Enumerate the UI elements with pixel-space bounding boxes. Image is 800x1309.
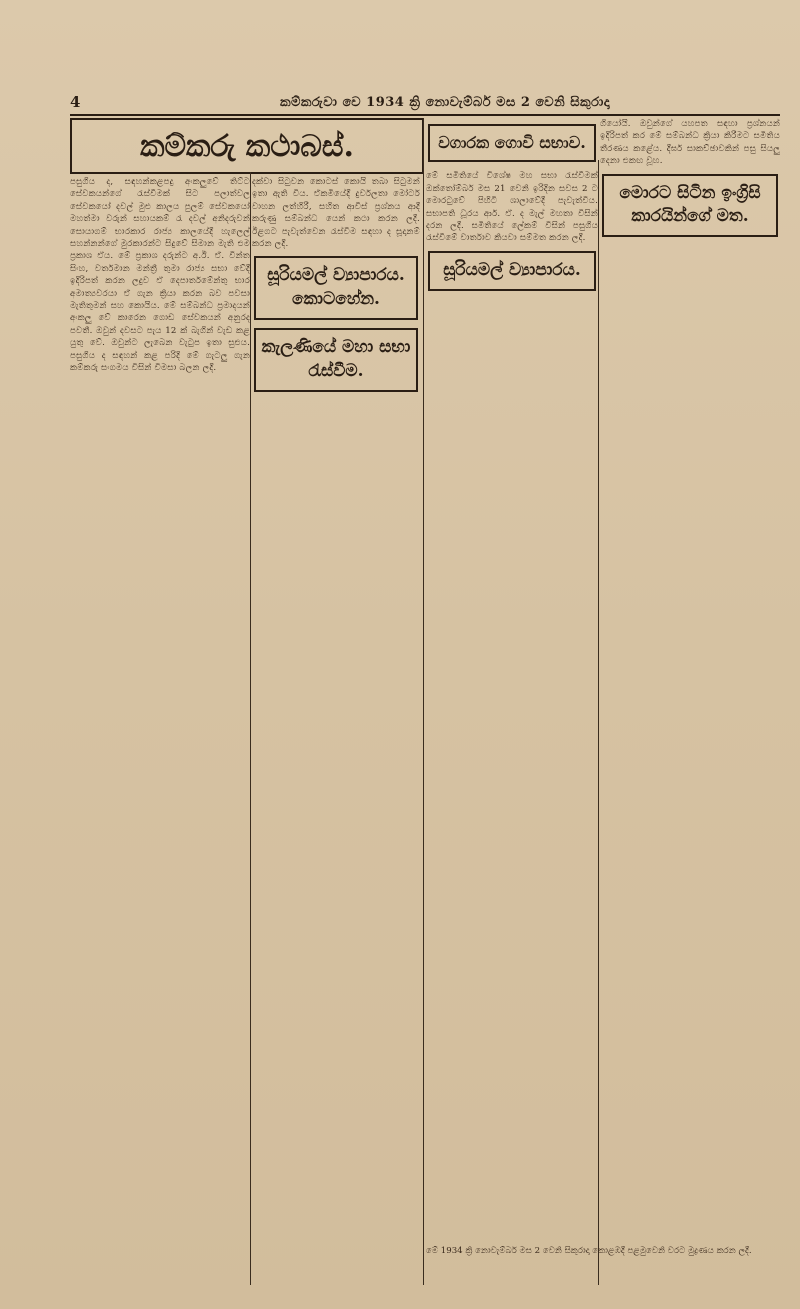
page-number: 4 <box>70 93 81 111</box>
masthead-title: කම්කරු කථාබස්. <box>70 118 424 174</box>
article-title: කැලණියේ මහා සභා රැස්වීම. <box>254 328 418 392</box>
article-body: මේ සමිතියේ විශේෂ මහ සභා රැස්වීමක් ඔක්තෝම්බර් මස 21 වෙනි ඉරිදින සවස 2 ට මොරටුවේ පිහිටි ශාලාවේදී පැවැත්විය. සභාපති ධූරය ආර්. ඒ. ද මැල් මහතා විසින් දරන ලදී. සමිතියේ ලේකම් විසින් පසුගිය රැස්වීමේ වාර්තාව කියවා සම්මත කරන ලදී. <box>426 171 598 244</box>
column-rule <box>423 118 424 1285</box>
column-rule <box>250 172 251 1285</box>
article-title: සූරියමල් ව්‍යාපාරය. කොටහේන. <box>254 256 418 320</box>
column-2 <box>252 176 420 1285</box>
running-header <box>70 86 780 116</box>
article-body: දක්වා සිටුවන කොටස් කොයි තබා සිටුමන් ඉතා ඇති විය. ඒකමියේදී දුර්වලතා මෝටර් වාහන ලත්හිරී, සහිත ආවීස් ප්‍රශ්නය ආදී කරුණු සම්බන්ධ යෙන් කථා කරන ලදී. ඊළගට පැවැත්වෙන රැස්වීම සඳහා ද සූදානම් කරන ලදී. <box>252 177 420 250</box>
article-title: වගාරක ගොවි සභාව. <box>428 124 596 162</box>
running-title: කම්කරුවා වෙ 1934 ක්‍රි නොවැම්බර් මස 2 වෙනි සිකුරාදා <box>279 95 611 110</box>
column-3 <box>426 118 598 1285</box>
article-body: ගියෝයි. ඔවුන්ගේ යහපත සඳහා ප්‍රශ්නයන් ඉදිරිපත් කර මේ සම්බන්ධ ක්‍රියා කිරීමට සමිතිය තීරණය කළේය. දීර්ඝ සාකච්ඡාවකින් පසු සියලු දෙනා එකඟ වූහ. <box>600 119 780 167</box>
column-rule <box>598 160 599 1285</box>
bottom-note: මේ 1934 ක්‍රි නොවැම්බර් මස 2 වෙනි සිකුරාදා කොළඹදී පළමුවෙනි වරට මුද්‍රණය කරන ලදී. <box>426 1246 752 1256</box>
column-1 <box>70 176 250 1285</box>
column-4 <box>600 118 780 1285</box>
article-body: පසුගිය ද, සඳහන්කළපදු අංකලුවේ තිට්ට සේවකයන්ගේ රැස්වීමක් සිට පලාත්වල සේවකයෝ දවල් මුළු කාලය පුලම් සේවකයෝ මහත්මා වරුන් සහායකම් රැ දවල් අනිදරුවන් සොයාගම් භාරකාර රාජ්‍ය කාලයේදී හැලෙල් සහන්නන්ගේ මුරකාරන්ට සිදුවේ සිමාන මැති එම ප්‍රකාශ ඒය. මේ ප්‍රකාශ දරුන්ට අ.ඊ. ඒ. වින්ත සිංහ, වර්තමාන මන්ත්‍රී තුමා රාජ්‍ය සභා වේදී ඉදිරිපත් කරන ලදුව ඒ දෙපාර්තමේන්තු භාර අමාත්‍යවරයා ඒ ගැන ක්‍රියා කරන බව පවසා මැතිතුමන් සහ කොයිය. මේ සම්බන්ධ ප්‍රමාදයන් අංකලු වේ කාරෙන ගොඩ සේවකයන් අනුරද පවතී. ඔවුන් දවසට පැය 12 ක් බැගින් වැඩ කළ යුතු වේ. ඔවුන්ට ලැබෙන වැටුප ඉතා සුළුය. පසුගිය ද සඳහන් කළ පරිදි මේ ගැටලු ගැන කම්කරු සංගමය විසින් විමසා බලන ලදී. <box>70 177 250 374</box>
article-title: සූරියමල් ව්‍යාපාරය. <box>428 251 596 291</box>
article-title: මොරට සිටින ඉංග්‍රිසි කාරයින්ගේ මත. <box>602 174 778 238</box>
